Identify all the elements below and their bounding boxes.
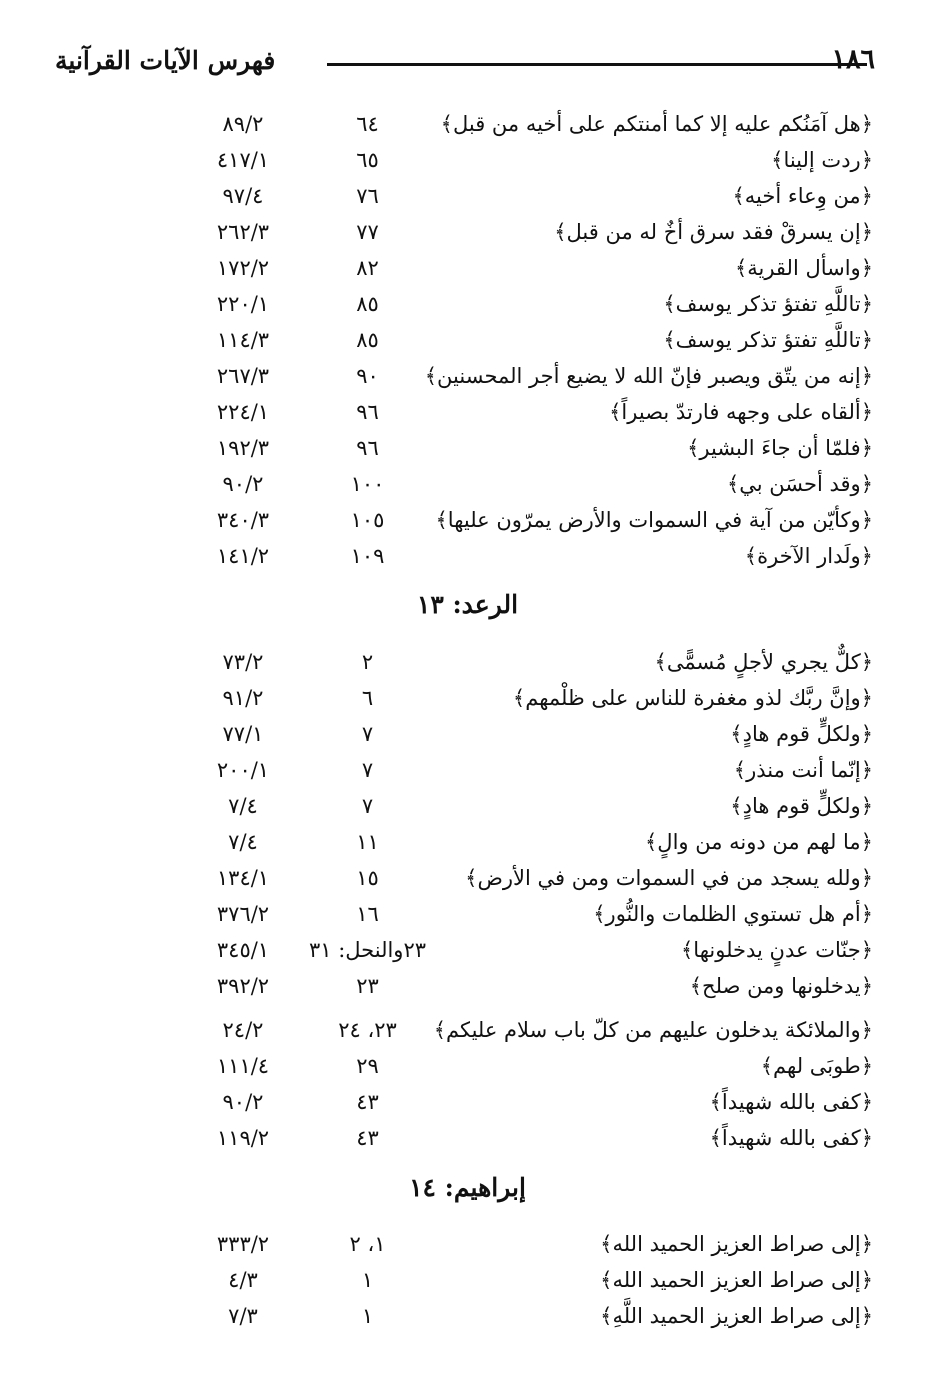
index-row xyxy=(0,142,935,178)
volume-page-ref: ٩٠/٢ xyxy=(222,1090,264,1114)
ayah-number: ٩٠ xyxy=(356,364,379,388)
ayah-number: ٧ xyxy=(361,794,374,818)
volume-page-ref: ٩٠/٢ xyxy=(222,472,264,496)
volume-page-ref: ٩١/٢ xyxy=(222,686,264,710)
verse-text: ﴿إنّما أنت منذر﴾ xyxy=(733,758,873,782)
verse-text: ﴿أم هل تستوي الظلمات والنُّور﴾ xyxy=(593,902,873,926)
index-row xyxy=(0,358,935,394)
ayah-number: ٧٧ xyxy=(356,220,379,244)
ayah-number: ١، ٢ xyxy=(349,1232,386,1256)
verse-text: ﴿فلمّا أن جاءَ البشير﴾ xyxy=(687,436,873,460)
verse-text: ﴿ألقاه على وجهه فارتدّ بصيراً﴾ xyxy=(609,400,873,424)
ayah-number: ٤٣ xyxy=(356,1090,379,1114)
volume-page-ref: ٤١٧/١ xyxy=(216,148,270,172)
ayah-number: ٢ xyxy=(361,650,374,674)
volume-page-ref: ١٣٤/١ xyxy=(216,866,270,890)
index-row xyxy=(0,1262,935,1298)
volume-page-ref: ٧/٤ xyxy=(228,830,258,854)
volume-page-ref: ٣٧٦/٢ xyxy=(216,902,270,926)
verse-text: ﴿يدخلونها ومن صلح﴾ xyxy=(689,974,873,998)
index-row xyxy=(0,1084,935,1120)
verse-text: ﴿واسأل القرية﴾ xyxy=(734,256,873,280)
verse-text: ﴿ولكلٍّ قوم هادٍ﴾ xyxy=(730,722,873,746)
verse-text: ﴿وكأيّن من آية في السموات والأرض يمرّون عليها﴾ xyxy=(435,508,873,532)
ayah-number: ١٠٠ xyxy=(350,472,385,496)
verse-text: ﴿ولَدار الآخرة﴾ xyxy=(744,544,873,568)
volume-page-ref: ١١٤/٣ xyxy=(216,328,270,352)
volume-page-ref: ٨٩/٢ xyxy=(222,112,264,136)
ayah-number: ٩٦ xyxy=(356,400,379,424)
volume-page-ref: ٧٧/١ xyxy=(222,722,264,746)
index-row xyxy=(0,896,935,932)
verse-text: ﴿هل آمَنُكم عليه إلا كما أمنتكم على أخيه من قبل﴾ xyxy=(440,112,873,136)
index-row xyxy=(0,752,935,788)
page-number: ١٨٦ xyxy=(831,44,875,75)
verse-text: ﴿طوبَى لهم﴾ xyxy=(760,1054,873,1078)
ayah-number: ١٠٥ xyxy=(350,508,385,532)
index-row xyxy=(0,788,935,824)
ayah-number: ٢٩ xyxy=(356,1054,379,1078)
index-row xyxy=(0,106,935,142)
volume-page-ref: ١١٩/٢ xyxy=(216,1126,270,1150)
volume-page-ref: ٢٤/٢ xyxy=(222,1018,264,1042)
index-row xyxy=(0,1226,935,1262)
volume-page-ref: ٣٤٠/٣ xyxy=(216,508,270,532)
ayah-number: ٨٥ xyxy=(356,328,379,352)
verse-text: ﴿إلى صراط العزيز الحميد الله﴾ xyxy=(600,1268,873,1292)
ayah-number: ٦٤ xyxy=(356,112,379,136)
header-rule xyxy=(327,63,867,66)
ayah-number: ١ xyxy=(361,1268,374,1292)
volume-page-ref: ٧/٣ xyxy=(228,1304,258,1328)
index-row xyxy=(0,394,935,430)
ayah-number: ١٠٩ xyxy=(350,544,385,568)
index-row xyxy=(0,214,935,250)
volume-page-ref: ٢٢٠/١ xyxy=(216,292,270,316)
index-row xyxy=(0,250,935,286)
verse-text: ﴿وإنَّ ربَّك لذو مغفرة للناس على ظلْمهم﴾ xyxy=(512,686,873,710)
index-row xyxy=(0,1012,935,1048)
verse-text: ﴿إلى صراط العزيز الحميد اللَّهِ﴾ xyxy=(600,1304,873,1328)
verse-text: ﴿ردت إلينا﴾ xyxy=(771,148,873,172)
ayah-number: ٧ xyxy=(361,758,374,782)
index-row xyxy=(0,824,935,860)
verse-text: ﴿إن يسرقْ فقد سرق أخٌ له من قبل﴾ xyxy=(554,220,873,244)
volume-page-ref: ٢٦٢/٣ xyxy=(216,220,270,244)
index-row xyxy=(0,286,935,322)
index-row xyxy=(0,466,935,502)
ayah-number: ٧ xyxy=(361,722,374,746)
volume-page-ref: ١٤١/٢ xyxy=(216,544,270,568)
volume-page-ref: ١١١/٤ xyxy=(216,1054,270,1078)
verse-text: ﴿إنه من يتّق ويصبر فإنّ الله لا يضيع أجر المحسنين﴾ xyxy=(424,364,873,388)
verse-text: ﴿كفى بالله شهيداً﴾ xyxy=(709,1126,873,1150)
ayah-number: ١ xyxy=(361,1304,374,1328)
ayah-number: ١١ xyxy=(356,830,379,854)
volume-page-ref: ٩٧/٤ xyxy=(222,184,264,208)
index-row xyxy=(0,502,935,538)
ayah-number: ٨٥ xyxy=(356,292,379,316)
volume-page-ref: ٣٤٥/١ xyxy=(216,938,270,962)
volume-page-ref: ١٩٢/٣ xyxy=(216,436,270,460)
index-row xyxy=(0,932,935,968)
verse-text: ﴿تاللَّهِ تفتؤ تذكر يوسف﴾ xyxy=(663,292,873,316)
ayah-number: ٢٣والنحل: ٣١ xyxy=(308,938,427,962)
index-row xyxy=(0,1048,935,1084)
ayah-number: ١٥ xyxy=(356,866,379,890)
index-row xyxy=(0,322,935,358)
ayah-number: ٢٣، ٢٤ xyxy=(338,1018,397,1042)
verse-text: ﴿تاللَّهِ تفتؤ تذكر يوسف﴾ xyxy=(663,328,873,352)
verse-text: ﴿ولله يسجد من في السموات ومن في الأرض﴾ xyxy=(465,866,873,890)
verse-text: ﴿ما لهم من دونه من والٍ﴾ xyxy=(645,830,873,854)
index-row xyxy=(0,430,935,466)
verse-text: ﴿ولكلٍّ قوم هادٍ﴾ xyxy=(730,794,873,818)
volume-page-ref: ٤/٣ xyxy=(228,1268,258,1292)
ayah-number: ٢٣ xyxy=(356,974,379,998)
index-row xyxy=(0,968,935,1004)
volume-page-ref: ٢٦٧/٣ xyxy=(216,364,270,388)
page-header xyxy=(55,38,875,78)
verse-text: ﴿وقد أحسَن بي﴾ xyxy=(726,472,873,496)
ayah-number: ٦ xyxy=(361,686,374,710)
verse-text: ﴿جنّات عدنٍ يدخلونها﴾ xyxy=(681,938,873,962)
page-title: فهرس الآيات القرآنية xyxy=(55,46,276,75)
verse-text: ﴿والملائكة يدخلون عليهم من كلّ باب سلام عليكم﴾ xyxy=(433,1018,873,1042)
verse-text: ﴿من وِعاء أخيه﴾ xyxy=(732,184,873,208)
volume-page-ref: ٧٣/٢ xyxy=(222,650,264,674)
volume-page-ref: ٣٣٣/٢ xyxy=(216,1232,270,1256)
verse-text: ﴿كفى بالله شهيداً﴾ xyxy=(709,1090,873,1114)
ayah-number: ٤٣ xyxy=(356,1126,379,1150)
ayah-number: ١٦ xyxy=(356,902,379,926)
volume-page-ref: ٧/٤ xyxy=(228,794,258,818)
index-row xyxy=(0,1298,935,1334)
index-row xyxy=(0,644,935,680)
volume-page-ref: ٢٢٤/١ xyxy=(216,400,270,424)
verse-text: ﴿إلى صراط العزيز الحميد الله﴾ xyxy=(600,1232,873,1256)
index-row xyxy=(0,1120,935,1156)
volume-page-ref: ٣٩٢/٢ xyxy=(216,974,270,998)
verse-text: ﴿كلٌّ يجري لأجلٍ مُسمًّى﴾ xyxy=(654,650,873,674)
section-title-ibrahim: إبراهيم: ١٤ xyxy=(409,1173,526,1202)
index-row xyxy=(0,716,935,752)
index-row xyxy=(0,178,935,214)
index-row xyxy=(0,680,935,716)
ayah-number: ٨٢ xyxy=(356,256,379,280)
volume-page-ref: ١٧٢/٢ xyxy=(216,256,270,280)
ayah-number: ٦٥ xyxy=(356,148,379,172)
index-row xyxy=(0,538,935,574)
ayah-number: ٧٦ xyxy=(356,184,379,208)
index-row xyxy=(0,860,935,896)
ayah-number: ٩٦ xyxy=(356,436,379,460)
section-title-raad: الرعد: ١٣ xyxy=(416,590,519,619)
volume-page-ref: ٢٠٠/١ xyxy=(216,758,270,782)
